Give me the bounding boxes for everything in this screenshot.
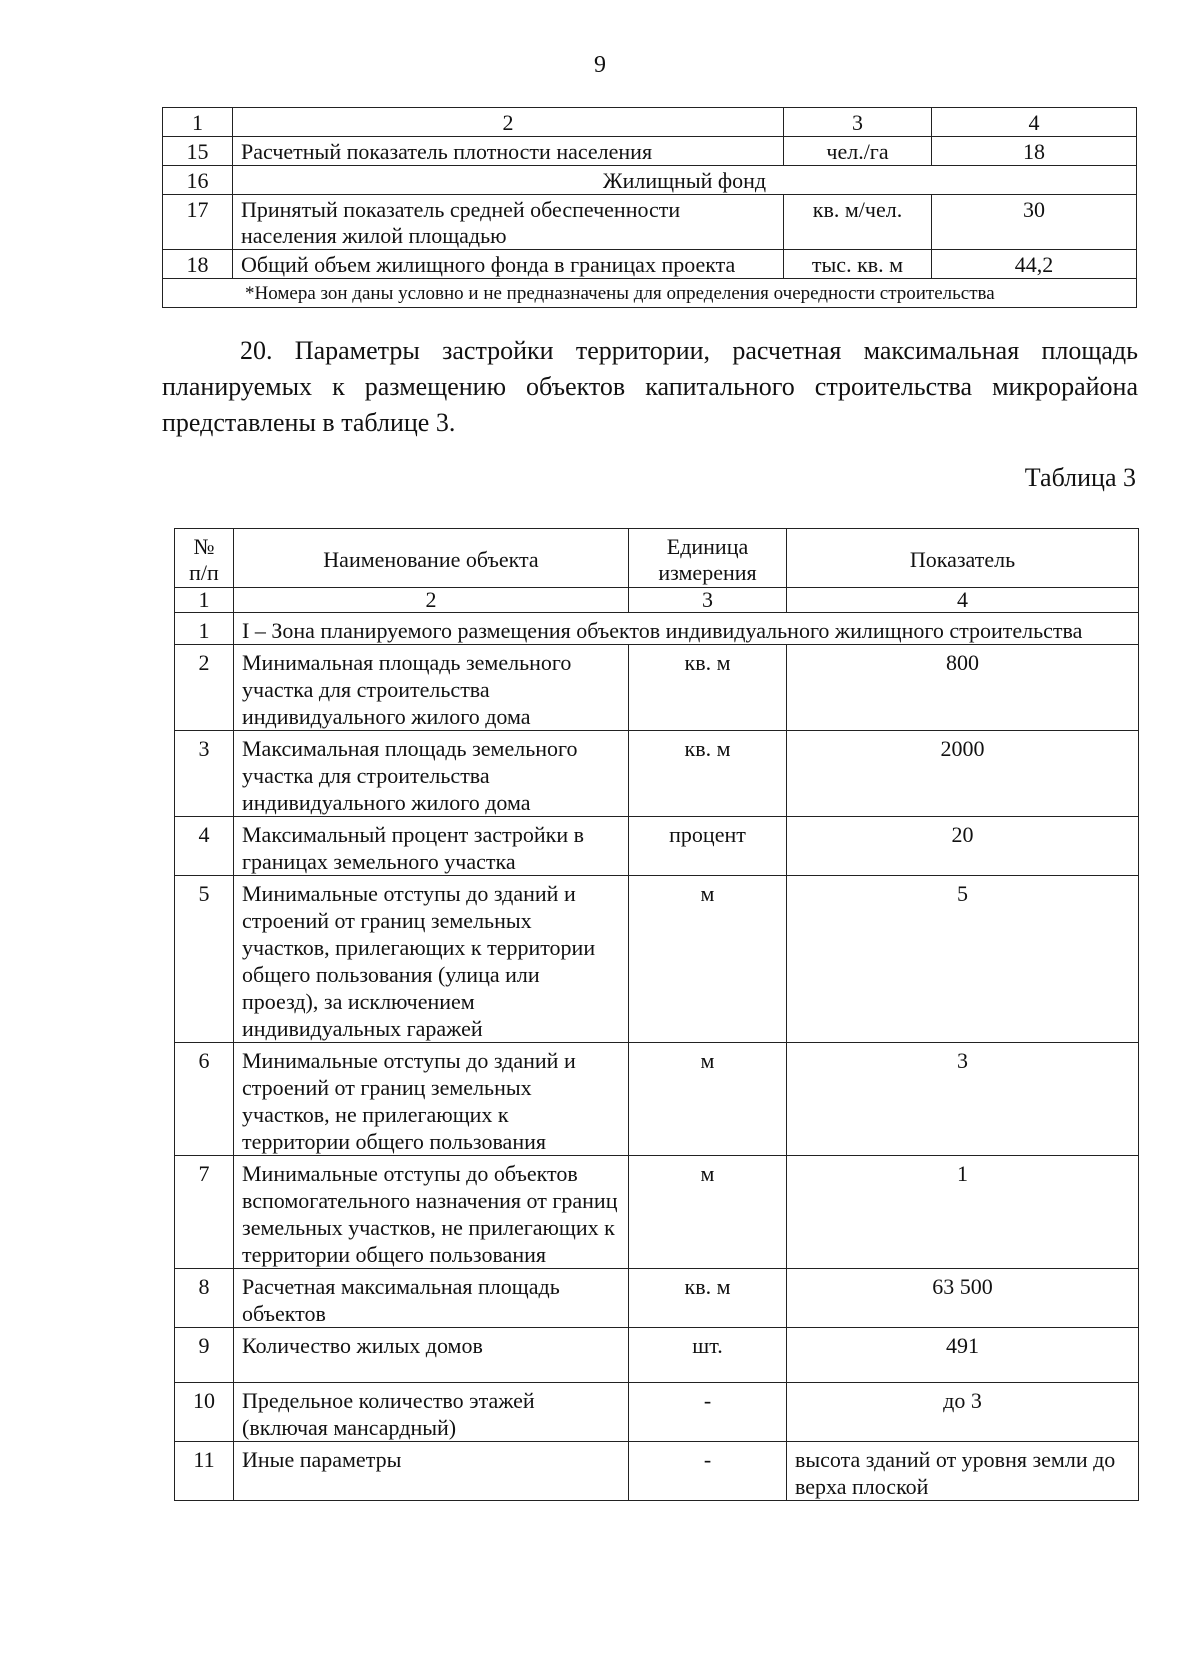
row-name: Максимальный процент застройки в границах земельного участка [234, 817, 629, 876]
row-name: Минимальные отступы до объектов вспомогательного назначения от границ земельных участков, не прилегающих к территории общего пользования [234, 1156, 629, 1269]
building-parameters-table [174, 528, 1139, 1501]
table-caption: Таблица 3 [1024, 463, 1136, 492]
zone-title: I – Зона планируемого размещения объектов индивидуального жилищного строительства [234, 613, 1139, 645]
page-number: 9 [594, 52, 606, 78]
table-row [175, 817, 1139, 876]
row-unit: кв. м [629, 1269, 787, 1328]
row-number: 11 [175, 1442, 234, 1501]
table-row [175, 1269, 1139, 1328]
zone-row [175, 613, 1139, 645]
column-number: 1 [163, 108, 233, 137]
table-row [163, 250, 1137, 279]
column-number: 1 [175, 588, 234, 613]
row-unit: - [629, 1383, 787, 1442]
row-value: 1 [787, 1156, 1139, 1269]
row-value: высота зданий от уровня земли до верха плоской [787, 1442, 1139, 1501]
table-row [163, 137, 1137, 166]
row-unit: м [629, 1156, 787, 1269]
row-unit: кв. м [629, 731, 787, 817]
column-number: 4 [932, 108, 1137, 137]
row-value: 491 [787, 1328, 1139, 1383]
row-value: 18 [932, 137, 1137, 166]
table-row [175, 1383, 1139, 1442]
table-row [175, 876, 1139, 1043]
row-number: 3 [175, 731, 234, 817]
row-name: Минимальные отступы до зданий и строений от границ земельных участков, прилегающих к территории общего пользования (улица или проезд), за исключением индивидуальных гаражей [234, 876, 629, 1043]
row-number: 2 [175, 645, 234, 731]
row-unit: чел./га [784, 137, 932, 166]
table-row [163, 108, 1137, 137]
row-value: 800 [787, 645, 1139, 731]
row-number: 10 [175, 1383, 234, 1442]
row-name: Иные параметры [234, 1442, 629, 1501]
row-unit: кв. м/чел. [784, 195, 932, 250]
row-name: Принятый показатель средней обеспеченности населения жилой площадью [233, 195, 784, 250]
row-value: 30 [932, 195, 1137, 250]
row-name: Расчетная максимальная площадь объектов [234, 1269, 629, 1328]
row-name: Минимальные отступы до зданий и строений от границ земельных участков, не прилегающих к территории общего пользования [234, 1043, 629, 1156]
column-number: 3 [629, 588, 787, 613]
row-unit: - [629, 1442, 787, 1501]
row-name: Максимальная площадь земельного участка для строительства индивидуального жилого дома [234, 731, 629, 817]
row-number: 8 [175, 1269, 234, 1328]
row-unit: процент [629, 817, 787, 876]
row-unit: м [629, 876, 787, 1043]
row-name: Минимальная площадь земельного участка для строительства индивидуального жилого дома [234, 645, 629, 731]
header-number: № п/п [175, 529, 234, 588]
row-number: 15 [163, 137, 233, 166]
row-name: Общий объем жилищного фонда в границах проекта [233, 250, 784, 279]
table-row [175, 731, 1139, 817]
housing-table [162, 107, 1137, 308]
row-number: 9 [175, 1328, 234, 1383]
section-row [163, 166, 1137, 195]
row-unit: тыс. кв. м [784, 250, 932, 279]
header-row [175, 529, 1139, 588]
table-row [175, 645, 1139, 731]
table-row [175, 1043, 1139, 1156]
table-row [175, 1442, 1139, 1501]
row-number: 6 [175, 1043, 234, 1156]
column-numbers-row [175, 588, 1139, 613]
footnote-row [163, 279, 1137, 308]
row-number: 4 [175, 817, 234, 876]
row-name: Предельное количество этажей (включая мансардный) [234, 1383, 629, 1442]
row-number: 18 [163, 250, 233, 279]
row-name: Расчетный показатель плотности населения [233, 137, 784, 166]
row-number: 17 [163, 195, 233, 250]
row-value: 2000 [787, 731, 1139, 817]
row-value: до 3 [787, 1383, 1139, 1442]
row-unit: м [629, 1043, 787, 1156]
header-name: Наименование объекта [234, 529, 629, 588]
footnote: *Номера зон даны условно и не предназначены для определения очередности строительства [163, 279, 1137, 308]
column-number: 2 [234, 588, 629, 613]
header-value: Показатель [787, 529, 1139, 588]
body-paragraph: 20. Параметры застройки территории, расчетная максимальная площадь планируемых к размещению объектов капитального строительства микрорайона представлены в таблице 3. [162, 336, 1138, 437]
table-row [163, 195, 1137, 250]
table-row [175, 1328, 1139, 1383]
row-number: 16 [163, 166, 233, 195]
row-number: 7 [175, 1156, 234, 1269]
section-title: Жилищный фонд [233, 166, 1137, 195]
row-number: 5 [175, 876, 234, 1043]
row-unit: кв. м [629, 645, 787, 731]
row-number: 1 [175, 613, 234, 645]
row-value: 3 [787, 1043, 1139, 1156]
column-number: 2 [233, 108, 784, 137]
row-value: 63 500 [787, 1269, 1139, 1328]
column-number: 3 [784, 108, 932, 137]
row-value: 5 [787, 876, 1139, 1043]
row-value: 44,2 [932, 250, 1137, 279]
row-unit: шт. [629, 1328, 787, 1383]
column-number: 4 [787, 588, 1139, 613]
header-unit: Единица измерения [629, 529, 787, 588]
row-value: 20 [787, 817, 1139, 876]
row-name: Количество жилых домов [234, 1328, 629, 1383]
table-row [175, 1156, 1139, 1269]
